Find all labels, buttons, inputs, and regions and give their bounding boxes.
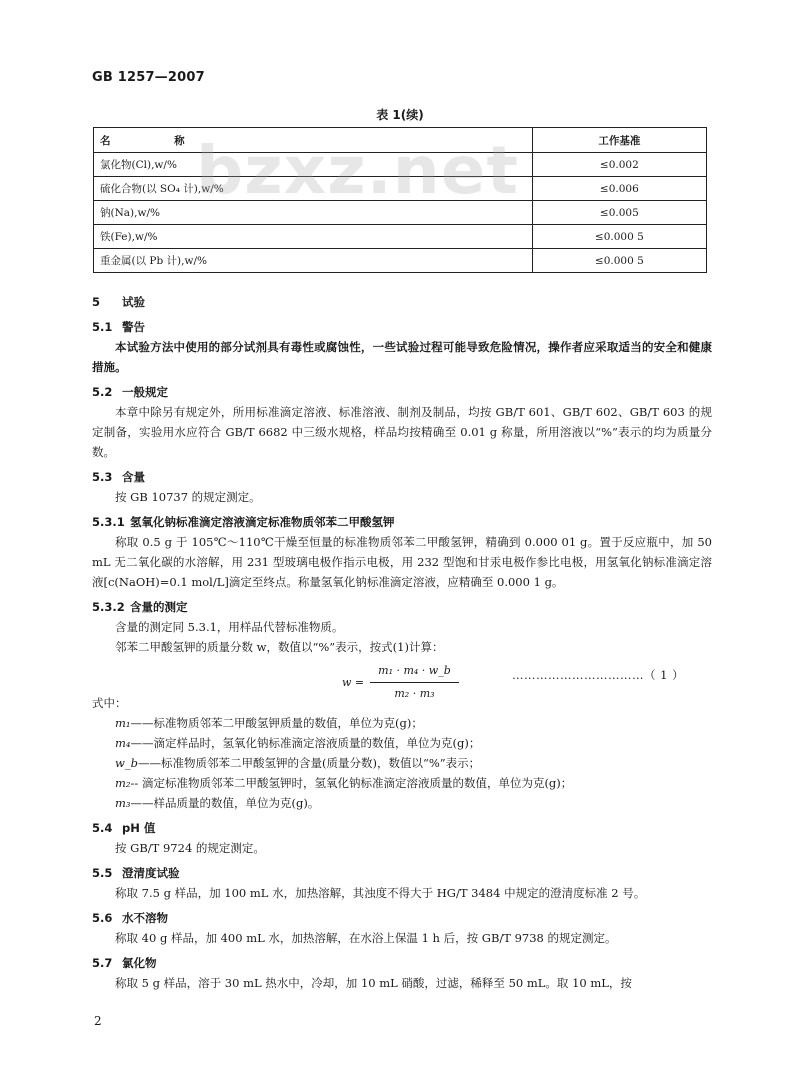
formula-expression — [342, 661, 459, 704]
paragraph: 本章中除另有规定外，所用标准滴定溶液、标准溶液、制剂及制品，均按 GB/T 601、GB/T 602、GB/T 603 的规定制备，实验用水应符合 GB/T 6682 中三级水规格，样品均按精确至 0.01 g 称量，所用溶液以“%”表示的均为质量分数。 — [92, 405, 712, 459]
table-caption: 表 1(续) — [376, 108, 424, 122]
row-name: 氯化物(Cl),w/% — [94, 153, 533, 177]
table-row — [94, 153, 707, 177]
section-heading-5-3-1 — [92, 512, 712, 532]
section-number: 5.1 — [92, 320, 113, 334]
section-title: 含量的测定 — [130, 600, 188, 614]
page-number: 2 — [94, 1014, 102, 1028]
variable-symbol: w_b — [115, 756, 138, 770]
variable-description: ——标准物质邻苯二甲酸氢钾质量的数值，单位为克(g)； — [130, 716, 423, 730]
warning-text: 本试验方法中使用的部分试剂具有毒性或腐蚀性，一些试验过程可能导致危险情况，操作者应采取适当的安全和健康措施。 — [92, 340, 712, 374]
section-heading-5-2 — [92, 382, 712, 402]
column-header-standard: 工作基准 — [532, 128, 706, 153]
row-name: 硫化合物(以 SO₄ 计),w/% — [94, 177, 533, 201]
section-title: 氢氧化钠标准滴定溶液滴定标准物质邻苯二甲酸氢钾 — [130, 515, 395, 529]
column-header-name: 名 称 — [94, 128, 533, 153]
paragraph: 称取 7.5 g 样品，加 100 mL 水，加热溶解，其浊度不得大于 HG/T 3484 中规定的澄清度标准 2 号。 — [115, 886, 646, 900]
section-heading-5-4 — [92, 818, 712, 838]
section-number: 5.3.2 — [92, 600, 125, 614]
list-item — [92, 713, 712, 733]
spec-table — [93, 127, 707, 273]
list-item — [92, 753, 712, 773]
paragraph: 按 GB/T 9724 的规定测定。 — [115, 841, 265, 855]
section-title: pH 值 — [122, 821, 156, 835]
variable-symbol: m₃ — [115, 796, 131, 810]
section-title: 氯化物 — [122, 956, 157, 970]
section-title: 水不溶物 — [122, 911, 168, 925]
list-item — [92, 773, 712, 793]
row-value: ≤0.002 — [532, 153, 706, 177]
section-number: 5.6 — [92, 911, 113, 925]
section-number: 5.3 — [92, 470, 113, 484]
section-number: 5.3.1 — [92, 515, 125, 529]
section-heading-5-6 — [92, 908, 712, 928]
section-heading-5 — [92, 292, 712, 312]
section-heading-5-5 — [92, 863, 712, 883]
paragraph: 按 GB 10737 的规定测定。 — [115, 490, 261, 504]
section-number: 5 — [92, 295, 101, 309]
section-number: 5.4 — [92, 821, 113, 835]
formula-denominator: m₂ · m₃ — [394, 687, 435, 700]
row-name: 重金属(以 Pb 计),w/% — [94, 249, 533, 273]
where-label: 式中： — [92, 696, 127, 710]
section-title: 警告 — [122, 320, 145, 334]
formula-numerator: m₁ · m₄ · w_b — [370, 661, 459, 683]
section-number: 5.2 — [92, 385, 113, 399]
row-name: 铁(Fe),w/% — [94, 225, 533, 249]
variable-description: ——标准物质邻苯二甲酸氢钾的含量(质量分数)，数值以“%”表示； — [137, 756, 481, 770]
table-row — [94, 249, 707, 273]
table-row — [94, 225, 707, 249]
row-value: ≤0.005 — [532, 201, 706, 225]
table-header-row — [94, 128, 707, 153]
section-number: 5.5 — [92, 866, 113, 880]
section-title: 澄清度试验 — [122, 866, 180, 880]
document-body — [92, 287, 712, 993]
variable-symbol: m₁ — [115, 716, 131, 730]
paragraph: 含量的测定同 5.3.1，用样品代替标准物质。 — [115, 620, 344, 634]
paragraph: 邻苯二甲酸氢钾的质量分数 w，数值以“%”表示，按式(1)计算： — [115, 640, 444, 654]
variable-description: ——样品质量的数值，单位为克(g)。 — [130, 796, 320, 810]
paragraph: 称取 5 g 样品，溶于 30 mL 热水中，冷却，加 10 mL 硝酸，过滤，稀释至 50 mL。取 10 mL，按 — [115, 976, 632, 990]
variable-symbol: m₄ — [115, 736, 131, 750]
list-item — [92, 793, 712, 813]
section-heading-5-3-2 — [92, 597, 712, 617]
formula-fraction — [370, 661, 459, 704]
paragraph: 称取 40 g 样品，加 400 mL 水，加热溶解，在水浴上保温 1 h 后，按 GB/T 9738 的规定测定。 — [115, 931, 617, 945]
table-row — [94, 177, 707, 201]
equation-number: ……………………………（ 1 ） — [512, 668, 685, 682]
section-heading-5-1 — [92, 317, 712, 337]
variable-description: ——滴定样品时，氢氧化钠标准滴定溶液质量的数值，单位为克(g)； — [130, 736, 481, 750]
section-title: 含量 — [122, 470, 145, 484]
paragraph: 称取 0.5 g 于 105℃～110℃干燥至恒量的标准物质邻苯二甲酸氢钾，精确到 0.000 01 g。置于反应瓶中，加 50 mL 无二氧化碳的水溶解，用 231 型玻璃电极作指示电极，用 232 型饱和甘汞电极作参比电极，用氢氧化钠标准滴定溶液[c(NaOH)=0.1 mol/L]滴定至终点。称量氢氧化钠标准滴定溶液，应精确至 0.000 1 g。 — [92, 535, 712, 589]
section-heading-5-7 — [92, 953, 712, 973]
formula-1 — [92, 659, 712, 700]
row-value: ≤0.000 5 — [532, 249, 706, 273]
standard-code: GB 1257—2007 — [92, 70, 205, 85]
variable-list — [92, 713, 712, 813]
row-value: ≤0.006 — [532, 177, 706, 201]
section-number: 5.7 — [92, 956, 113, 970]
section-title: 试验 — [122, 295, 145, 309]
formula-lhs: w = — [342, 675, 365, 689]
table-row — [94, 201, 707, 225]
row-name: 钠(Na),w/% — [94, 201, 533, 225]
variable-symbol: m₂ — [115, 776, 131, 790]
list-item — [92, 733, 712, 753]
section-heading-5-3 — [92, 467, 712, 487]
row-value: ≤0.000 5 — [532, 225, 706, 249]
watermark: bzxz.net — [196, 132, 520, 209]
section-title: 一般规定 — [122, 385, 168, 399]
variable-description: -- 滴定标准物质邻苯二甲酸氢钾时，氢氧化钠标准滴定溶液质量的数值，单位为克(g)； — [130, 776, 573, 790]
